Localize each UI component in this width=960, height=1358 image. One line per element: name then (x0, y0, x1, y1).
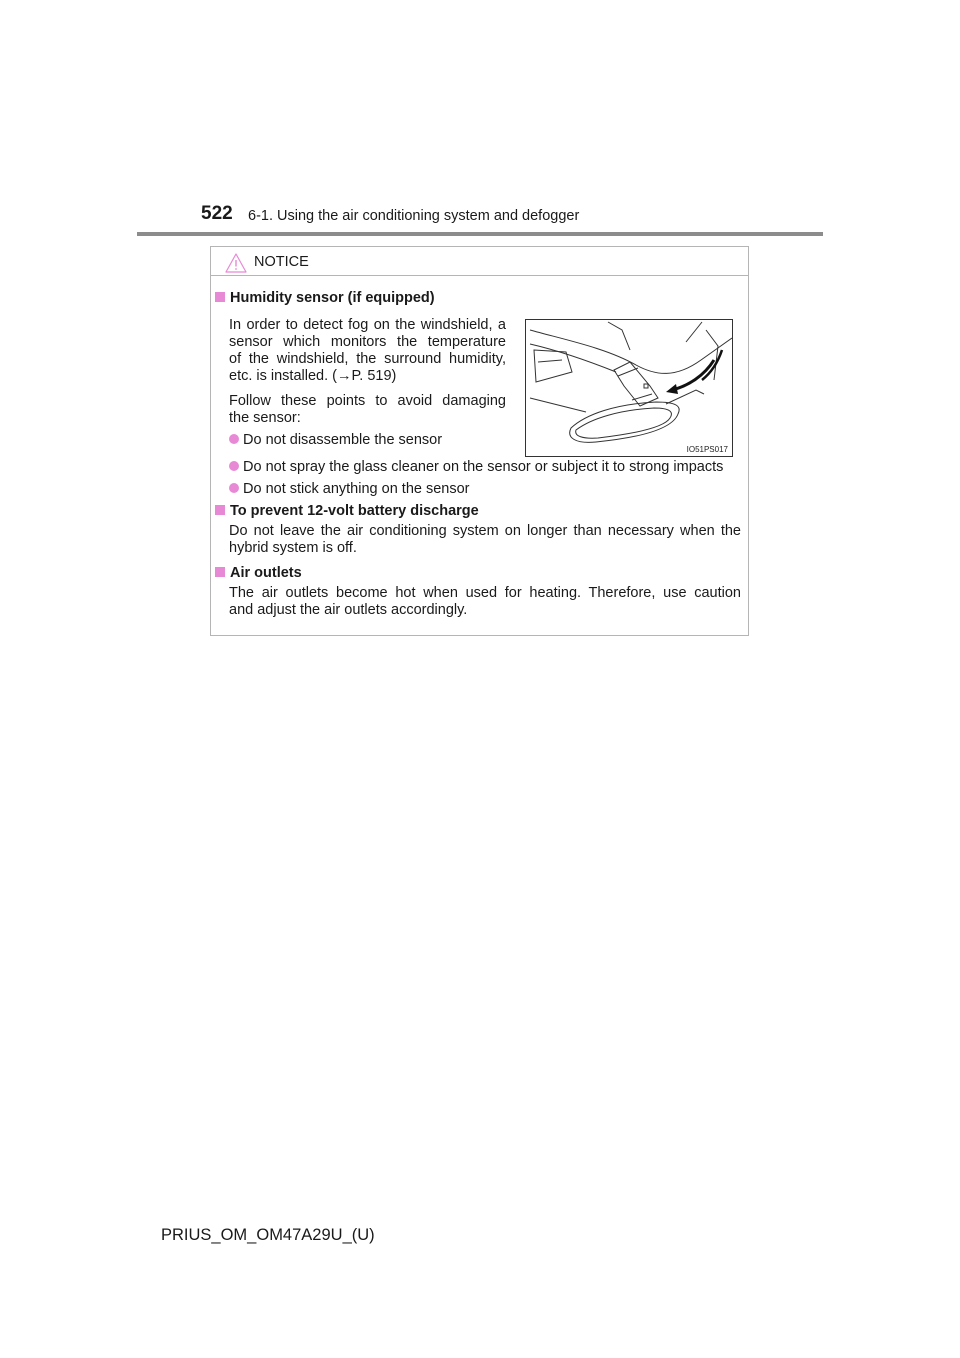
bullet-item (229, 481, 470, 497)
round-bullet-icon (229, 461, 239, 471)
warning-icon (225, 253, 247, 273)
page-number: 522 (201, 203, 233, 224)
section-title: 6-1. Using the air conditioning system and defogger (248, 208, 580, 224)
heading-battery (215, 503, 479, 519)
battery-line: hybrid system is off. (229, 540, 357, 556)
square-bullet-icon (215, 505, 225, 515)
square-bullet-icon (215, 567, 225, 577)
bullet-text: Do not disassemble the sensor (243, 432, 443, 448)
para1-line: In order to detect fog on the windshield, a (229, 317, 506, 333)
bullet-item (229, 432, 442, 448)
document-code: PRIUS_OM_OM47A29U_(U) (161, 1226, 375, 1244)
heading-air-outlets (215, 565, 302, 581)
bullet-text: Do not stick anything on the sensor (243, 481, 470, 497)
bullet-text: Do not spray the glass cleaner on the sensor or subject it to strong impacts (243, 459, 724, 475)
humidity-paragraph-2 (229, 393, 506, 427)
notice-box (210, 246, 749, 636)
square-bullet-icon (215, 292, 225, 302)
para2-line: the sensor: (229, 410, 301, 426)
outlets-paragraph (229, 585, 741, 619)
mirror-sensor-drawing (526, 320, 732, 456)
outlets-line: The air outlets become hot when used for heating. Therefore, use caution (229, 585, 741, 601)
round-bullet-icon (229, 483, 239, 493)
heading-humidity-sensor (215, 290, 435, 306)
heading-humidity-text: Humidity sensor (if equipped) (230, 290, 435, 306)
sensor-illustration (525, 319, 733, 457)
outlets-line: and adjust the air outlets accordingly. (229, 602, 468, 618)
para1-line: sensor which monitors the temperature (229, 334, 506, 350)
bullet-item (229, 459, 723, 475)
battery-paragraph (229, 523, 741, 557)
notice-header (211, 247, 748, 276)
para2-line: Follow these points to avoid damaging (229, 393, 506, 409)
notice-label: NOTICE (254, 254, 309, 270)
header-rule (137, 232, 823, 236)
humidity-paragraph-1 (229, 317, 506, 385)
heading-outlets-text: Air outlets (230, 565, 302, 581)
heading-battery-text: To prevent 12-volt battery discharge (230, 503, 479, 519)
battery-line: Do not leave the air conditioning system on longer than necessary when the (229, 523, 741, 539)
figure-code: IO51PS017 (686, 445, 728, 454)
para1-line: of the windshield, the surround humidity, (229, 351, 506, 367)
para1-line: etc. is installed. (→P. 519) (229, 368, 397, 384)
round-bullet-icon (229, 434, 239, 444)
